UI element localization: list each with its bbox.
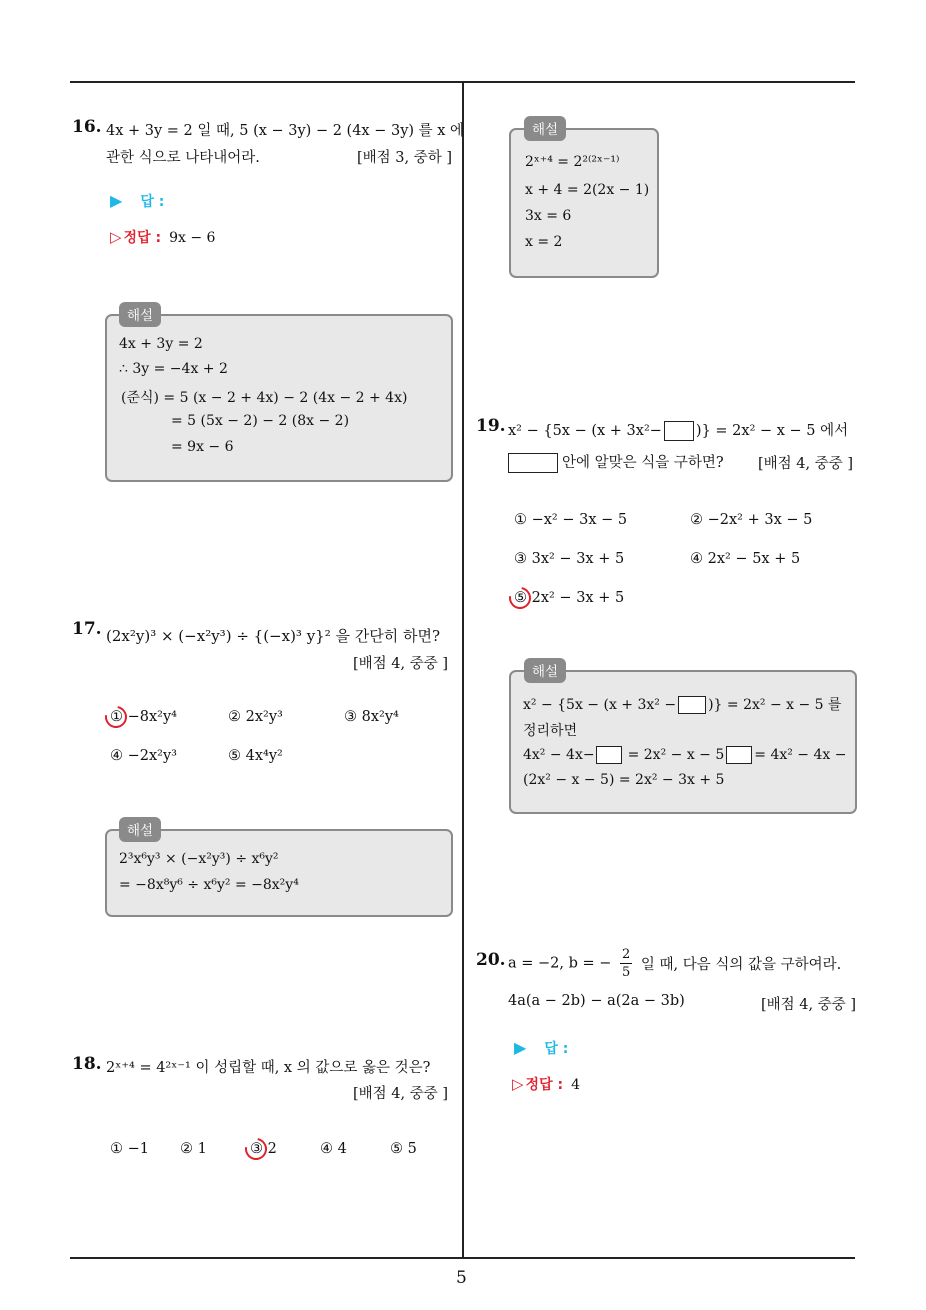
solution-line: = −8x⁸y⁶ ÷ x⁶y² = −8x²y⁴ — [119, 877, 299, 893]
solution-text-part: 4x² − 4x− — [523, 747, 595, 763]
solution-line: (준식) = 5 (x − 2 + 4x) − 2 (4x − 2 + 4x) — [121, 390, 408, 406]
option-4[interactable]: ④ −2x²y³ — [110, 748, 177, 764]
correct-label: 정답 : — [123, 230, 162, 246]
option-2[interactable]: ② 2x²y³ — [228, 709, 283, 725]
question-text-line1 — [508, 946, 841, 981]
score-label: [배점 4, 중중 ] — [757, 456, 853, 472]
correct-answer-row — [110, 227, 215, 247]
play-triangle-icon: ▶ — [110, 191, 123, 210]
correct-label: 정답 : — [525, 1077, 564, 1093]
option-2[interactable]: ② 1 — [180, 1141, 207, 1157]
question-text-line2: 4a(a − 2b) − a(2a − 3b) — [508, 993, 685, 1009]
correct-value: 9x − 6 — [169, 230, 216, 246]
play-triangle-icon: ▶ — [514, 1038, 527, 1057]
option-4[interactable]: ④ 2x² − 5x + 5 — [690, 551, 801, 567]
question-number: 18. — [72, 1054, 102, 1074]
solution-text-part: = 2x² − x − 5 — [627, 747, 725, 763]
question-text-part: 안에 알맞은 식을 구하면? — [562, 455, 724, 471]
selected-answer-circle — [505, 583, 536, 614]
question-text-part: 일 때, 다음 식의 값을 구하여라. — [640, 957, 842, 973]
blank-box — [726, 746, 752, 764]
solution-badge: 해설 — [524, 658, 566, 683]
question-text-line1 — [508, 419, 848, 441]
question-text-line1: 4x + 3y = 2 일 때, 5 (x − 3y) − 2 (4x − 3y) 를 x 에 — [106, 123, 465, 139]
solution-line — [523, 746, 846, 764]
bottom-rule — [70, 1257, 855, 1259]
solution-badge: 해설 — [119, 817, 161, 842]
solution-line: = 5 (5x − 2) − 2 (8x − 2) — [171, 413, 350, 429]
outline-triangle-icon: ▷ — [512, 1075, 524, 1093]
solution-line: 3x = 6 — [525, 208, 572, 224]
solution-text-part: x² − {5x − (x + 3x² − — [523, 697, 677, 713]
question-text-line1: (2x²y)³ × (−x²y³) ÷ {(−x)³ y}² 을 간단히 하면? — [106, 627, 441, 645]
score-label: [배점 4, 중중 ] — [760, 997, 856, 1013]
solution-box — [105, 314, 453, 482]
option-3[interactable]: ③ 3x² − 3x + 5 — [514, 551, 625, 567]
question-text-line2: 관한 식으로 나타내어라. — [106, 150, 260, 166]
question-number: 19. — [476, 416, 506, 436]
selected-answer-circle — [101, 702, 132, 733]
solution-box — [509, 670, 857, 814]
outline-triangle-icon: ▷ — [110, 228, 122, 246]
solution-text-part: = 4x² − 4x − — [754, 747, 847, 763]
question-number: 20. — [476, 950, 506, 970]
question-text-line2 — [508, 451, 724, 473]
question-text-part: x² − {5x − (x + 3x²− — [508, 423, 662, 439]
solution-line: ∴ 3y = −4x + 2 — [119, 361, 228, 377]
question-text-line1: 2ˣ⁺⁴ = 4²ˣ⁻¹ 이 성립할 때, x 의 값으로 옳은 것은? — [106, 1060, 431, 1076]
score-label: [배점 4, 중중 ] — [352, 656, 448, 672]
option-3[interactable]: ③ 8x²y⁴ — [344, 709, 399, 725]
option-5[interactable]: ⑤ 4x⁴y² — [228, 748, 283, 764]
solution-line: x + 4 = 2(2x − 1) — [525, 182, 650, 198]
solution-line: (2x² − x − 5) = 2x² − 3x + 5 — [523, 772, 725, 788]
question-text-part: a = −2, b = − — [508, 955, 612, 972]
option-1[interactable]: ① −x² − 3x − 5 — [514, 512, 628, 528]
solution-line: 4x + 3y = 2 — [119, 336, 203, 352]
blank-box — [664, 421, 694, 441]
option-4[interactable]: ④ 4 — [320, 1141, 347, 1157]
answer-label: 답 : — [544, 1041, 569, 1057]
column-divider — [462, 82, 464, 1258]
solution-text-part: )} = 2x² − x − 5 를 — [708, 697, 842, 713]
solution-box — [105, 829, 453, 917]
solution-line: x = 2 — [525, 234, 563, 250]
question-number: 17. — [72, 619, 102, 639]
selected-answer-circle — [241, 1134, 272, 1165]
option-1[interactable]: ① −1 — [110, 1141, 149, 1157]
correct-value: 4 — [571, 1077, 580, 1093]
page-number: 5 — [456, 1268, 467, 1288]
solution-line: = 9x − 6 — [171, 439, 234, 455]
solution-badge: 해설 — [524, 116, 566, 141]
answer-row — [110, 191, 164, 211]
fraction-numerator: 2 — [622, 947, 631, 962]
score-label: [배점 3, 중하 ] — [356, 150, 452, 166]
blank-box — [678, 696, 706, 714]
solution-line: 2³x⁶y³ × (−x²y³) ÷ x⁶y² — [119, 851, 279, 867]
solution-line — [523, 694, 842, 714]
answer-label: 답 : — [140, 194, 165, 210]
solution-line: 2ˣ⁺⁴ = 2²⁽²ˣ⁻¹⁾ — [525, 154, 620, 170]
question-number: 16. — [72, 117, 102, 137]
score-label: [배점 4, 중중 ] — [352, 1086, 448, 1102]
answer-row — [514, 1038, 568, 1058]
option-1[interactable]: ① −8x²y⁴ — [110, 709, 177, 725]
solution-line: 정리하면 — [523, 723, 578, 739]
question-text-part: )} = 2x² − x − 5 에서 — [695, 423, 849, 439]
solution-badge: 해설 — [119, 302, 161, 327]
option-5[interactable]: ⑤ 5 — [390, 1141, 417, 1157]
option-5[interactable]: ⑤ 2x² − 3x + 5 — [514, 590, 625, 606]
fraction — [620, 946, 632, 981]
option-3[interactable]: ③ 2 — [250, 1141, 277, 1157]
solution-box-q18 — [509, 128, 659, 278]
fraction-denominator: 5 — [622, 965, 631, 980]
option-2[interactable]: ② −2x² + 3x − 5 — [690, 512, 813, 528]
blank-box — [508, 453, 558, 473]
correct-answer-row — [512, 1074, 580, 1094]
blank-box — [596, 746, 622, 764]
